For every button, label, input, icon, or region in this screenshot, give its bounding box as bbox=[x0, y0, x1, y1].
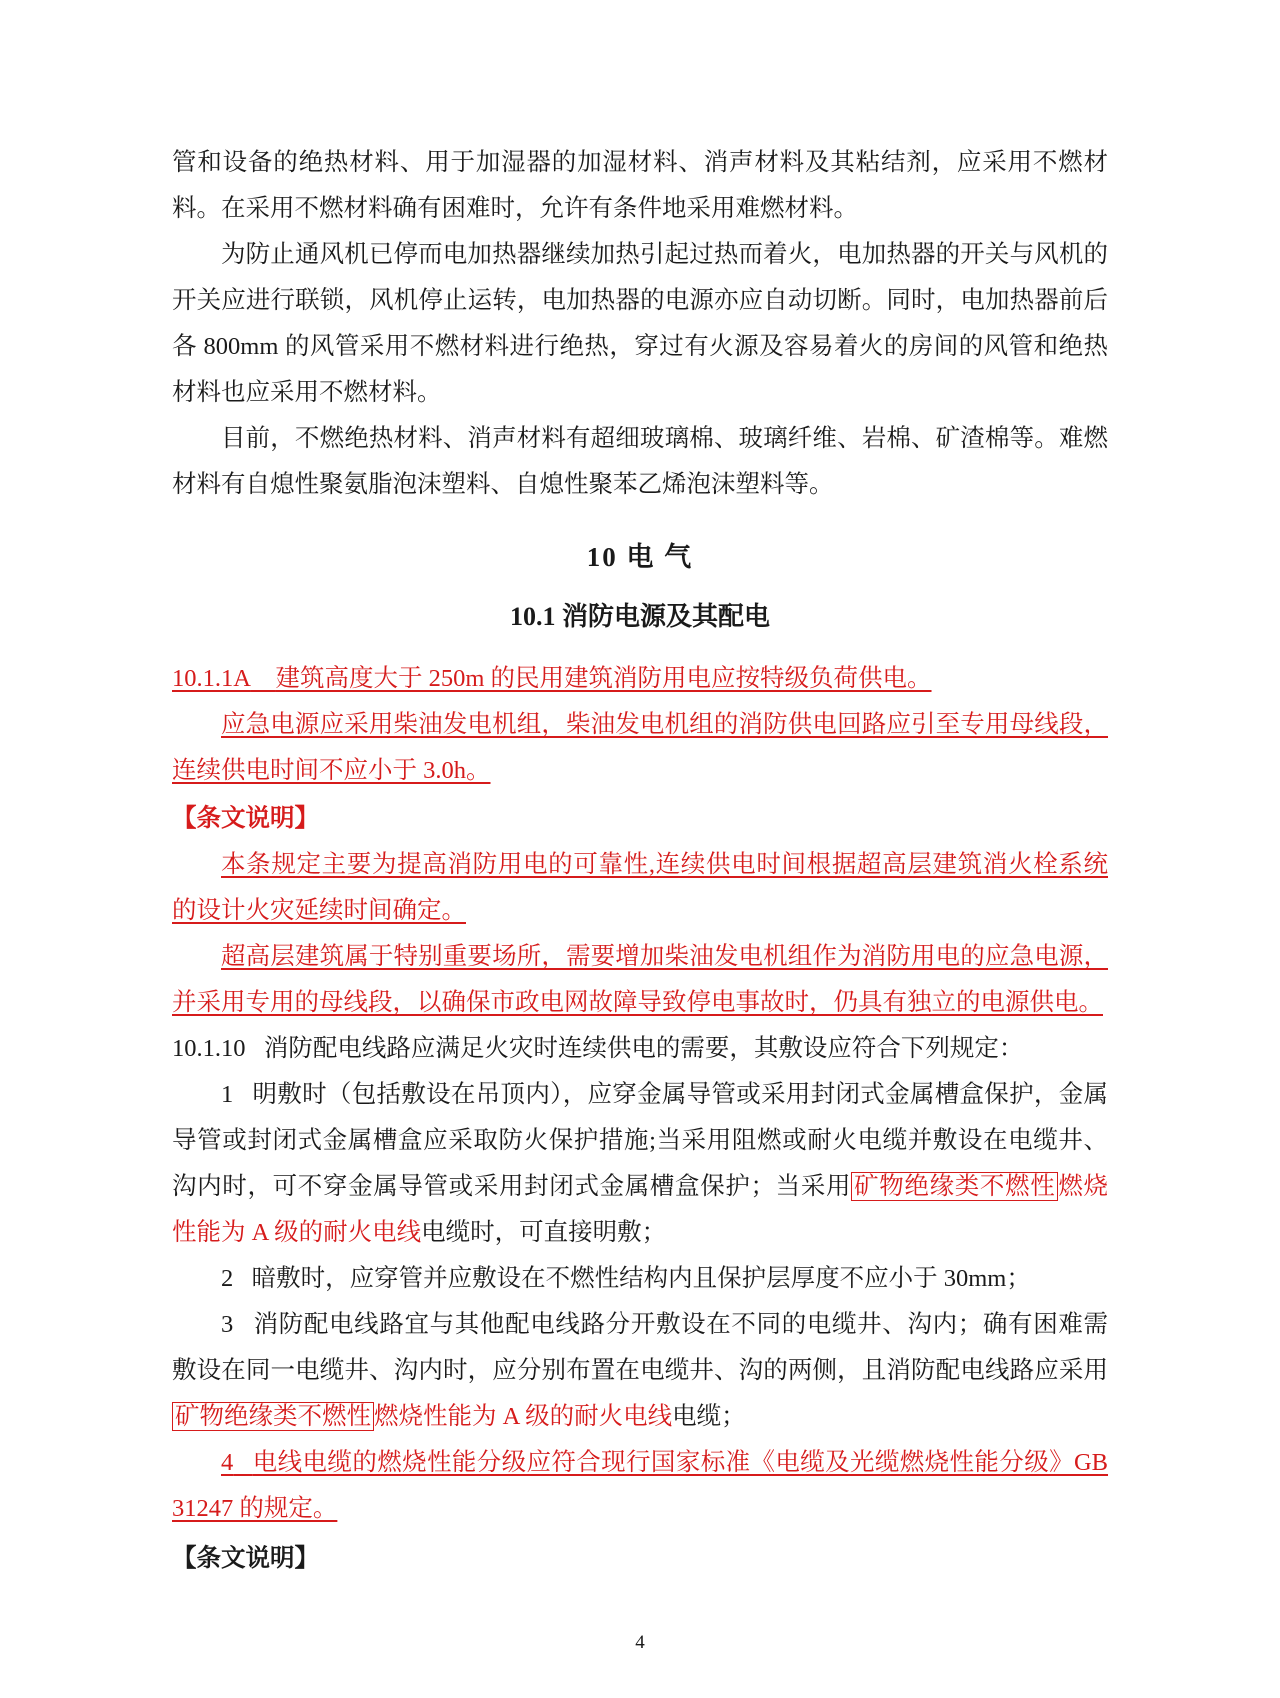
paragraph-insulation-materials: 管和设备的绝热材料、用于加湿器的加湿材料、消声材料及其粘结剂，应采用不燃材料。在采用不燃材料确有困难时，允许有条件地采用难燃材料。 bbox=[172, 149, 1108, 222]
item-1-number: 1 bbox=[221, 1081, 234, 1108]
clause-10-1-1A-para2: 应急电源应采用柴油发电机组，柴油发电机组的消防供电回路应引至专用母线段，连续供电时间不应小于 3.0h。 bbox=[172, 711, 1108, 784]
clause-10-1-10-lead: 消防配电线路应满足火灾时连续供电的需要，其敷设应符合下列规定： bbox=[263, 1035, 1024, 1062]
clause-10-1-10-item-2 bbox=[172, 1256, 1108, 1302]
clause-10-1-10-item-3 bbox=[172, 1302, 1108, 1440]
clause-note-1-paragraph-1: 本条规定主要为提高消防用电的可靠性,连续供电时间根据超高层建筑消火栓系统的设计火灾延续时间确定。 bbox=[172, 851, 1108, 924]
item-3-text-part-2: 电缆； bbox=[672, 1403, 746, 1430]
item-3-red-insertion: 燃烧性能为 A 级的耐火电线 bbox=[374, 1403, 673, 1430]
clause-10-1-1A bbox=[172, 656, 1108, 702]
item-2-text: 暗敷时，应穿管并应敷设在不燃性结构内且保护层厚度不应小于 30mm； bbox=[251, 1265, 1031, 1292]
item-3-text-part-1: 消防配电线路宜与其他配电线路分开敷设在不同的电缆井、沟内；确有困难需敷设在同一电缆井、沟内时，应分别布置在电缆井、沟的两侧，且消防配电线路应采用 bbox=[172, 1311, 1109, 1384]
clause-10-1-10-item-4 bbox=[172, 1440, 1108, 1532]
item-4-text: 电线电缆的燃烧性能分级应符合现行国家标准《电缆及光缆燃烧性能分级》GB 31247 的规定。 bbox=[172, 1449, 1109, 1522]
paragraph-noncombustible-list: 目前，不燃绝热材料、消声材料有超细玻璃棉、玻璃纤维、岩棉、矿渣棉等。难燃材料有自熄性聚氨脂泡沫塑料、自熄性聚苯乙烯泡沫塑料等。 bbox=[172, 425, 1108, 498]
clause-10-1-1A-number: 10.1.1A bbox=[172, 665, 251, 692]
clause-10-1-10 bbox=[172, 1026, 1108, 1072]
clause-10-1-10-item-1 bbox=[172, 1072, 1108, 1256]
clause-note-label-2: 【条文说明】 bbox=[172, 1545, 319, 1572]
section-heading: 10.1 消防电源及其配电 bbox=[509, 602, 770, 631]
page-number: 4 bbox=[635, 1632, 645, 1653]
item-1-text-part-2: 电缆时，可直接明敷； bbox=[421, 1219, 667, 1246]
item-1-boxed-deletion: 矿物绝缘类不燃性 bbox=[851, 1172, 1058, 1201]
item-3-number: 3 bbox=[221, 1311, 234, 1338]
document-body bbox=[172, 140, 1108, 1582]
item-1-red-insertion: 燃烧性能为 A 级的耐火电线 bbox=[172, 1173, 1109, 1246]
item-2-number: 2 bbox=[221, 1265, 234, 1292]
clause-note-label-1: 【条文说明】 bbox=[172, 805, 319, 832]
clause-note-1-paragraph-2: 超高层建筑属于特别重要场所，需要增加柴油发电机组作为消防用电的应急电源，并采用专用的母线段，以确保市政电网故障导致停电事故时，仍具有独立的电源供电。 bbox=[172, 943, 1108, 1016]
clause-10-1-1A-text: 建筑高度大于 250m 的民用建筑消防用电应按特级负荷供电。 bbox=[275, 665, 932, 692]
chapter-heading: 10 电 气 bbox=[586, 542, 694, 572]
item-4-number: 4 bbox=[221, 1449, 234, 1476]
paragraph-heater-interlock: 为防止通风机已停而电加热器继续加热引起过热而着火，电加热器的开关与风机的开关应进行联锁，风机停止运转，电加热器的电源亦应自动切断。同时，电加热器前后各 800mm 的风管采用不燃材料进行绝热，穿过有火源及容易着火的房间的风管和绝热材料也应采用不燃材料。 bbox=[172, 241, 1108, 406]
clause-10-1-10-number: 10.1.10 bbox=[172, 1035, 246, 1062]
item-1-text-part-1: 明敷时（包括敷设在吊顶内），应穿金属导管或采用封闭式金属槽盒保护，金属导管或封闭式金属槽盒应采取防火保护措施;当采用阻燃或耐火电缆并敷设在电缆井、沟内时，可不穿金属导管或采用封闭式金属槽盒保护；当采用 bbox=[172, 1081, 1109, 1200]
item-3-boxed-deletion: 矿物绝缘类不燃性 bbox=[172, 1402, 374, 1431]
